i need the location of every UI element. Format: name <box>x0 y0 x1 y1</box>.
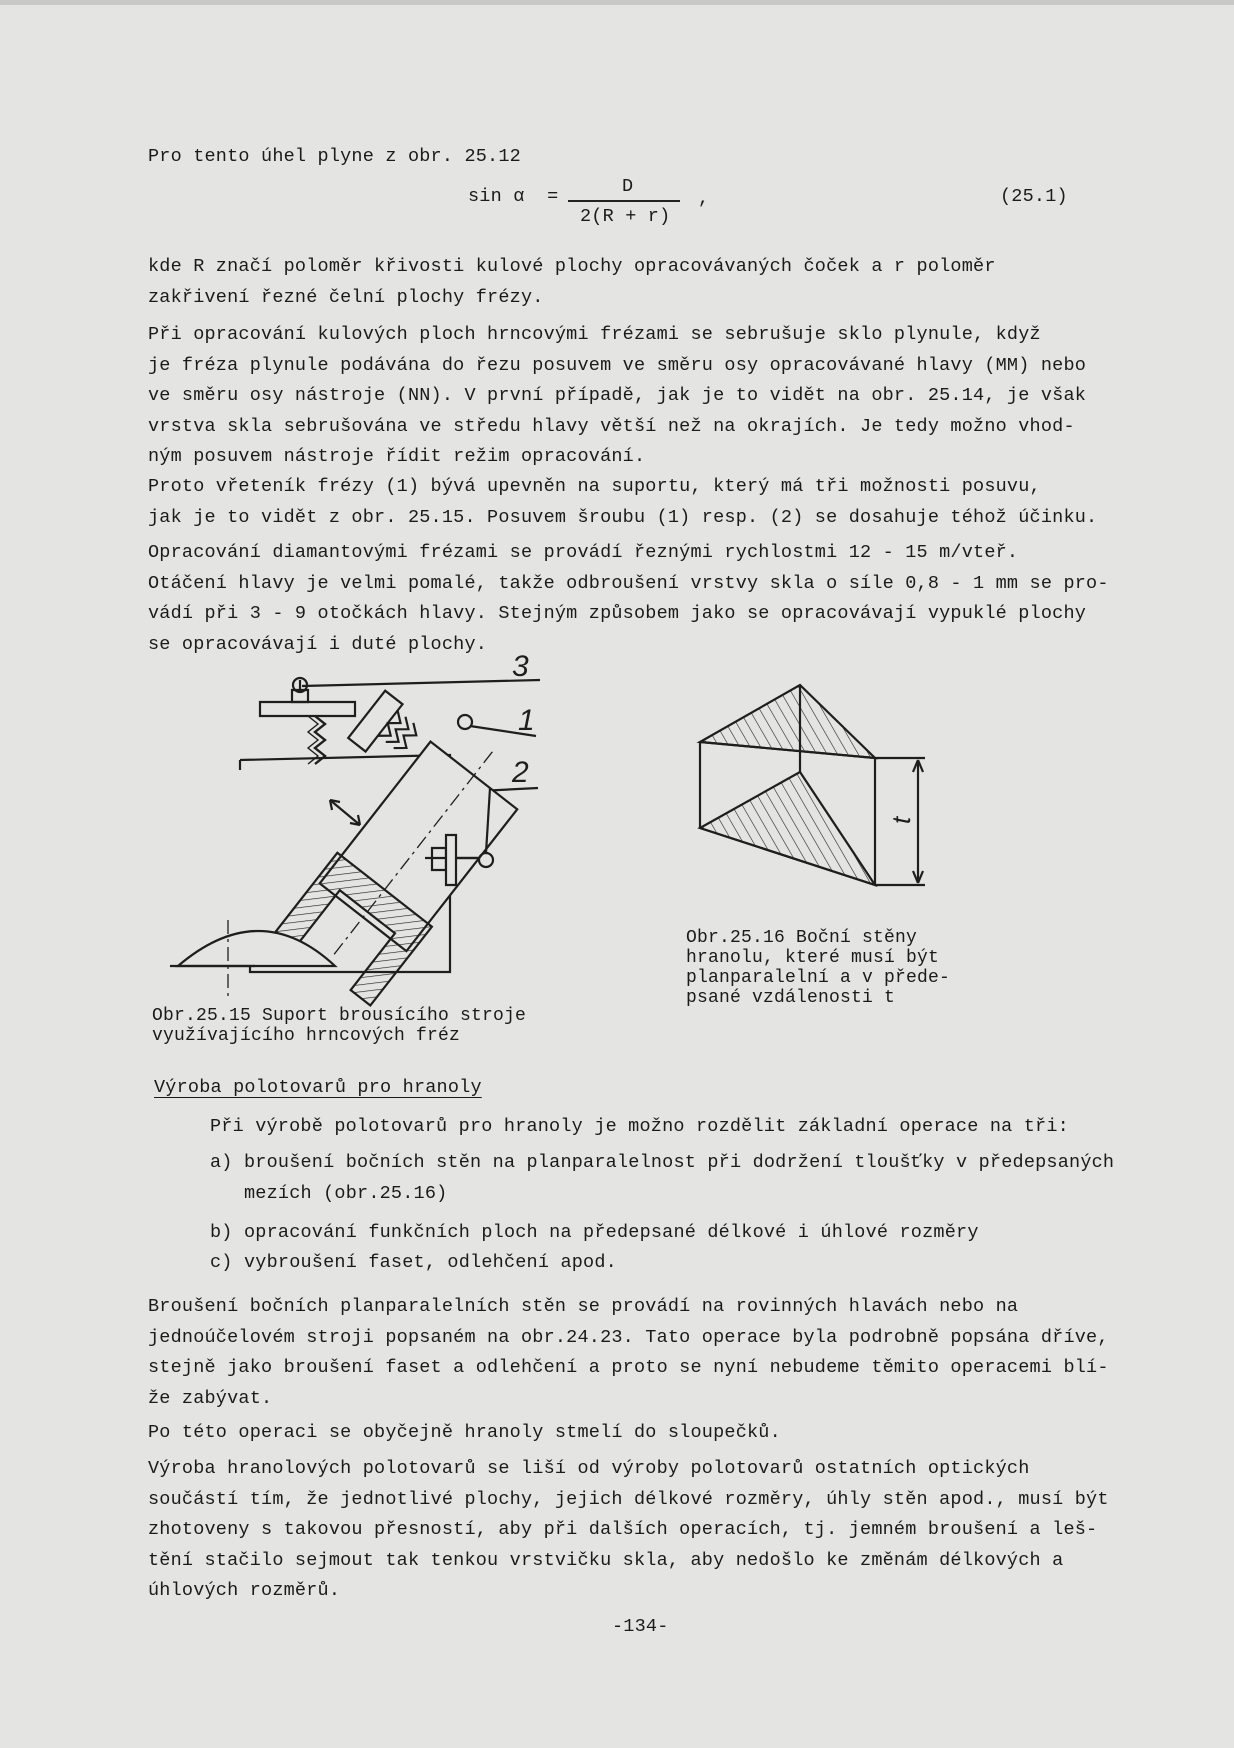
list-marker-b: b) <box>210 1222 233 1243</box>
page-number: -134- <box>612 1616 669 1637</box>
paragraph-1: Při opracování kulových ploch hrncovými frézami se sebrušuje sklo plynule, když je fréza plynule podávána do řezu posuvem ve směru osy opracovávané hlavy (MM) nebo ve směru osy nástroje (NN). V první případě, jak je to vidět na obr. 25.14, je však vrstva skla sebrušována ve středu hlavy větší než na okrajích. Je tedy možno vhod- ným posuvem nástroje řídit režim opracování. <box>148 324 1087 467</box>
figure-25-15 <box>150 650 570 1000</box>
list-marker-c: c) <box>210 1252 233 1273</box>
paragraph-5: Broušení bočních planparalelních stěn se provádí na rovinných hlavách nebo na jednoúčelovém stroji popsaném na obr.24.23. Tato operace byla podrobně popsána dříve, stejně jako broušení faset a odlehčení a proto se nyní nebudeme těmito operacemi blí- že zabývat. <box>148 1296 1109 1409</box>
paragraph-2: Proto vřeteník frézy (1) bývá upevněn na suportu, který má tři možnosti posuvu, jak je to vidět z obr. 25.15. Posuvem šroubu (1) resp. (2) se dosahuje téhož účinku. <box>148 476 1098 528</box>
formula-comma: , <box>698 188 710 209</box>
intro-line: Pro tento úhel plyne z obr. 25.12 <box>148 146 521 167</box>
paragraph-kde: kde R značí poloměr křivosti kulové plochy opracovávaných čoček a r poloměr zakřivení řezné čelní plochy frézy. <box>148 256 996 308</box>
section-heading: Výroba polotovarů pro hranoly <box>154 1077 482 1098</box>
fig16-caption: Obr.25.16 Boční stěny hranolu, které musí být planparalelní a v přede- psané vzdálenosti t <box>686 928 951 1008</box>
formula-lhs: sin α = <box>468 186 559 207</box>
list-item-c: vybroušení faset, odlehčení apod. <box>244 1252 617 1273</box>
formula-numerator: D <box>622 176 634 197</box>
fig15-label-1: 1 <box>518 704 535 737</box>
fig15-caption: Obr.25.15 Suport brousícího stroje využívajícího hrncových fréz <box>152 1006 527 1046</box>
list-marker-a: a) <box>210 1152 233 1173</box>
list-item-a: broušení bočních stěn na planparalelnost při dodržení tloušťky v předepsaných mezích (obr.25.16) <box>244 1152 1115 1204</box>
prism-top-face <box>700 685 875 758</box>
figure-25-16 <box>680 680 940 900</box>
list-item-b: opracování funkčních ploch na předepsané délkové i úhlové rozměry <box>244 1222 979 1243</box>
fig16-dimension-t: t <box>886 816 916 824</box>
fig15-label-2: 2 <box>512 756 529 789</box>
paragraph-7: Výroba hranolových polotovarů se liší od výroby polotovarů ostatních optických součástí tím, že jednotlivé plochy, jejich délkové rozměry, úhly stěn apod., musí být zhotoveny s takovou přesností, aby při dalších operacích, tj. jemném broušení a leš- tění stačilo sejmout tak tenkou vrstvičku skla, aby nedošlo ke změnám délkových a úhlových rozměrů. <box>148 1458 1109 1601</box>
fig15-label-3: 3 <box>512 650 529 683</box>
paragraph-3: Opracování diamantovými frézami se provádí řeznými rychlostmi 12 - 15 m/vteř. Otáčení hlavy je velmi pomalé, takže odbroušení vrstvy skla o síle 0,8 - 1 mm se pro- vádí při 3 - 9 otočkách hlavy. Stejným způsobem jako se opracovávají vypuklé plochy se opracovávají i duté plochy. <box>148 542 1109 655</box>
formula-denominator: 2(R + r) <box>580 206 671 227</box>
scan-edge <box>0 0 1234 5</box>
prism-bottom-face <box>700 772 875 885</box>
formula-number: (25.1) <box>1000 186 1068 207</box>
paragraph-4: Při výrobě polotovarů pro hranoly je možno rozdělit základní operace na tři: <box>210 1116 1069 1137</box>
paragraph-6: Po této operaci se obyčejně hranoly stmelí do sloupečků. <box>148 1422 781 1443</box>
